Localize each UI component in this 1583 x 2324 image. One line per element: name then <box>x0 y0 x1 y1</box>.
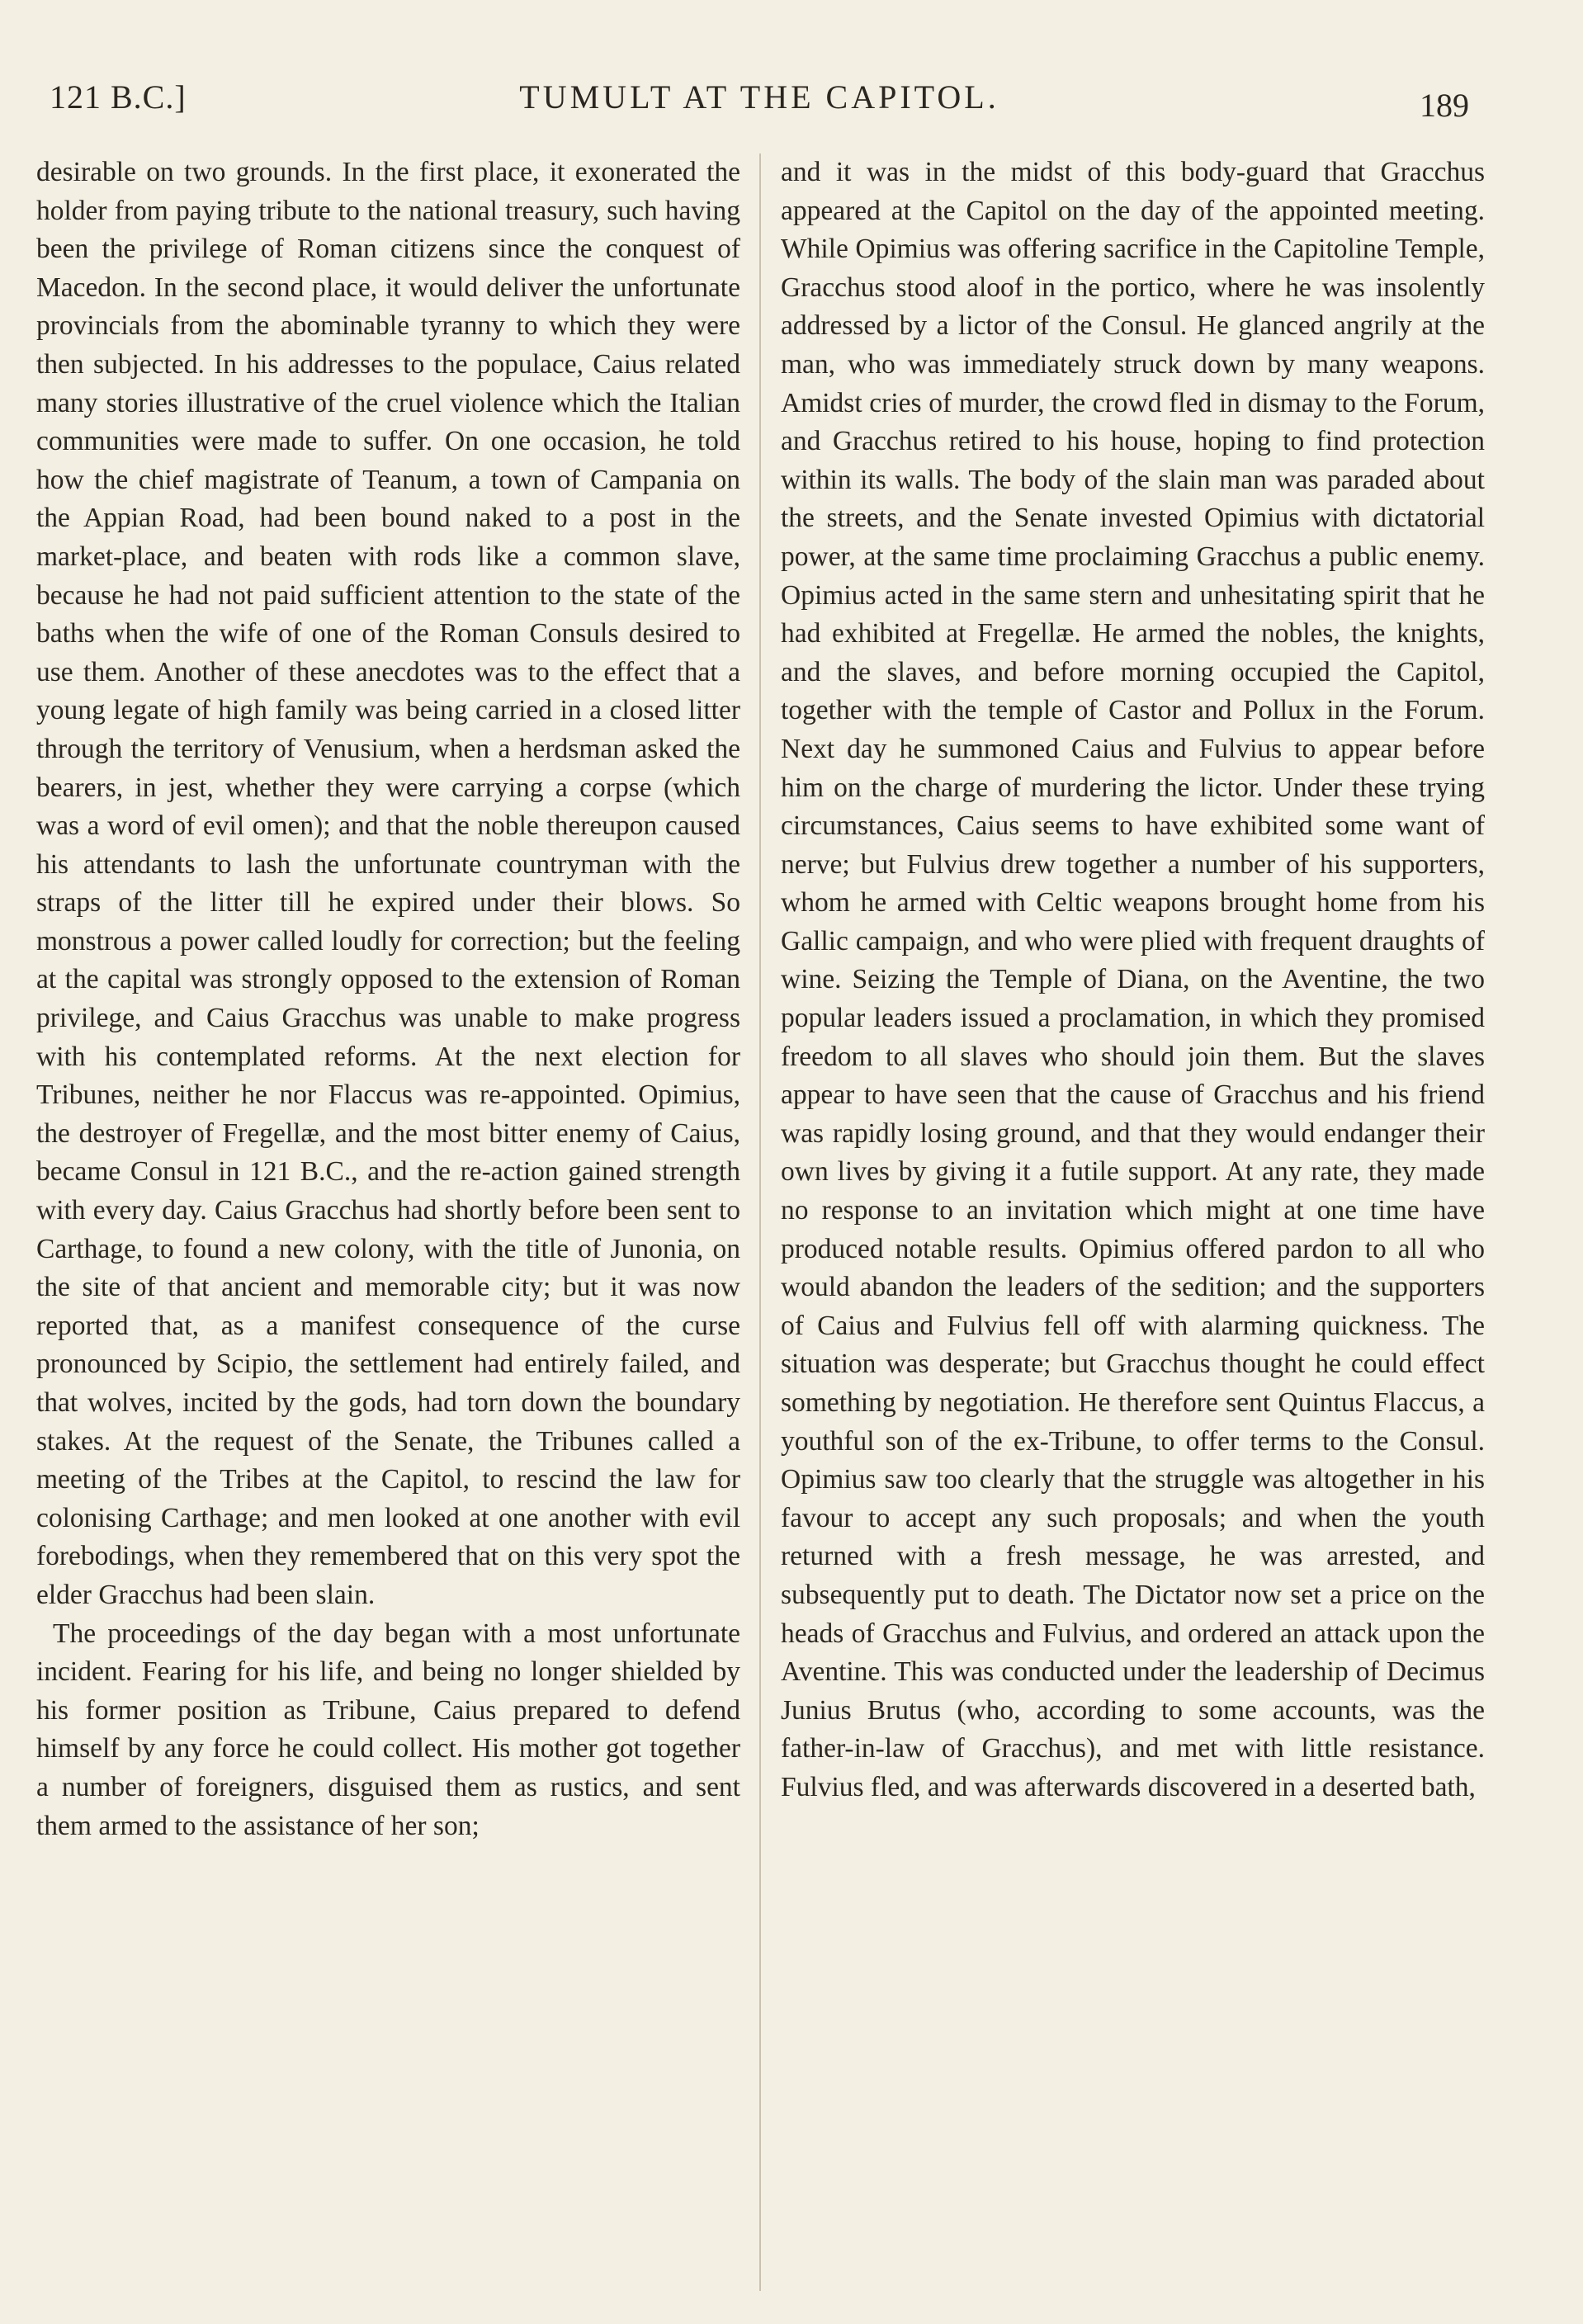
right-paragraph-1: and it was in the midst of this body-guard that Gracchus appeared at the Capitol on the day of the appointed meeting. While Opimius was offering sacrifice in the Capitoline Temple, Gracchus stood aloof in the portico, where he was insolently addressed by a lictor of the Consul. He glanced angrily at the man, who was immediately struck down by many weapons. Amidst cries of murder, the crowd fled in dismay to the Forum, and Gracchus retired to his house, hoping to find protection within its walls. The body of the slain man was paraded about the streets, and the Senate invested Opimius with dictatorial power, at the same time proclaiming Gracchus a public enemy. Opimius acted in the same stern and unhesitating spirit that he had exhibited at Fregellæ. He armed the nobles, the knights, and the slaves, and before morning occupied the Capitol, together with the temple of Castor and Pollux in the Forum. Next day he summoned Caius and Fulvius to appear before him on the charge of murdering the lictor. Under these trying circumstances, Caius seems to have exhibited some want of nerve; but Fulvius drew together a number of his supporters, whom he armed with Celtic weapons brought home from his Gallic campaign, and who were plied with frequent draughts of wine. Seizing the Temple of Diana, on the Aventine, the two popular leaders issued a proclamation, in which they promised freedom to all slaves who should join them. But the slaves appear to have seen that the cause of Gracchus and his friend was rapidly losing ground, and that they would endanger their own lives by giving it a futile support. At any rate, they made no response to an invitation which might at one time have produced notable results. Opimius offered pardon to all who would abandon the leaders of the sedition; and the supporters of Caius and Fulvius fell off with alarming quickness. The situation was desperate; but Gracchus thought he could effect something by negotiation. He therefore sent Quintus Flaccus, a youthful son of the ex-Tribune, to offer terms to the Consul. Opimius saw too clearly that the struggle was altogether in his favour to accept any such proposals; and when the youth returned with a fresh message, he was arrested, and subsequently put to death. The Dictator now set a price on the heads of Gracchus and Fulvius, and ordered an attack upon the Aventine. This was conducted under the leadership of Decimus Junius Brutus (who, according to some accounts, was the father-in-law of Gracchus), and met with little resistance. Fulvius fled, and was afterwards discovered in a deserted bath, <box>781 157 1485 1802</box>
right-column <box>781 154 1485 2299</box>
column-divider <box>759 154 761 2291</box>
running-header <box>50 73 1469 122</box>
left-paragraph-1: desirable on two grounds. In the first place, it exonerated the holder from paying tribute to the national treasury, such having been the privilege of Roman citizens since the conquest of Macedon. In the second place, it would deliver the unfortunate provincials from the abominable tyranny to which they were then subjected. In his addresses to the populace, Caius related many stories illustrative of the cruel violence which the Italian communities were made to suffer. On one occasion, he told how the chief magistrate of Teanum, a town of Campania on the Appian Road, had been bound naked to a post in the market-place, and beaten with rods like a common slave, because he had not paid sufficient attention to the state of the baths when the wife of one of the Roman Consuls desired to use them. Another of these anecdotes was to the effect that a young legate of high family was being carried in a closed litter through the territory of Venusium, when a herdsman asked the bearers, in jest, whether they were carrying a corpse (which was a word of evil omen); and that the noble thereupon caused his attendants to lash the unfortunate countryman with the straps of the litter till he expired under their blows. So monstrous a power called loudly for correction; but the feeling at the capital was strongly opposed to the extension of Roman privilege, and Caius Gracchus was unable to make progress with his contemplated reforms. At the next election for Tribunes, neither he nor Flaccus was re-appointed. Opimius, the destroyer of Fregellæ, and the most bitter enemy of Caius, became Consul in 121 B.C., and the re-action gained strength with every day. Caius Gracchus had shortly before been sent to Carthage, to found a new colony, with the title of Junonia, on the site of that ancient and memorable city; but it was now reported that, as a manifest consequence of the curse pronounced by Scipio, the settlement had entirely failed, and that wolves, incited by the gods, had torn down the boundary stakes. At the request of the Senate, the Tribunes called a meeting of the Tribes at the Capitol, to rescind the law for colonising Carthage; and men looked at one another with evil forebodings, when they remembered that on this very spot the elder Gracchus had been slain. <box>36 157 740 1610</box>
page-number: 189 <box>1420 87 1469 124</box>
left-column <box>36 154 740 2299</box>
chapter-heading: TUMULT AT THE CAPITOL. <box>519 78 999 116</box>
left-paragraph-2: The proceedings of the day began with a most unfortunate incident. Fearing for his life, and being no longer shielded by his former position as Tribune, Caius prepared to defend himself by any force he could collect. His mother got together a number of foreigners, disguised them as rustics, and sent them armed to the assistance of her son; <box>36 1618 740 1841</box>
header-date: 121 B.C.] <box>50 78 187 116</box>
